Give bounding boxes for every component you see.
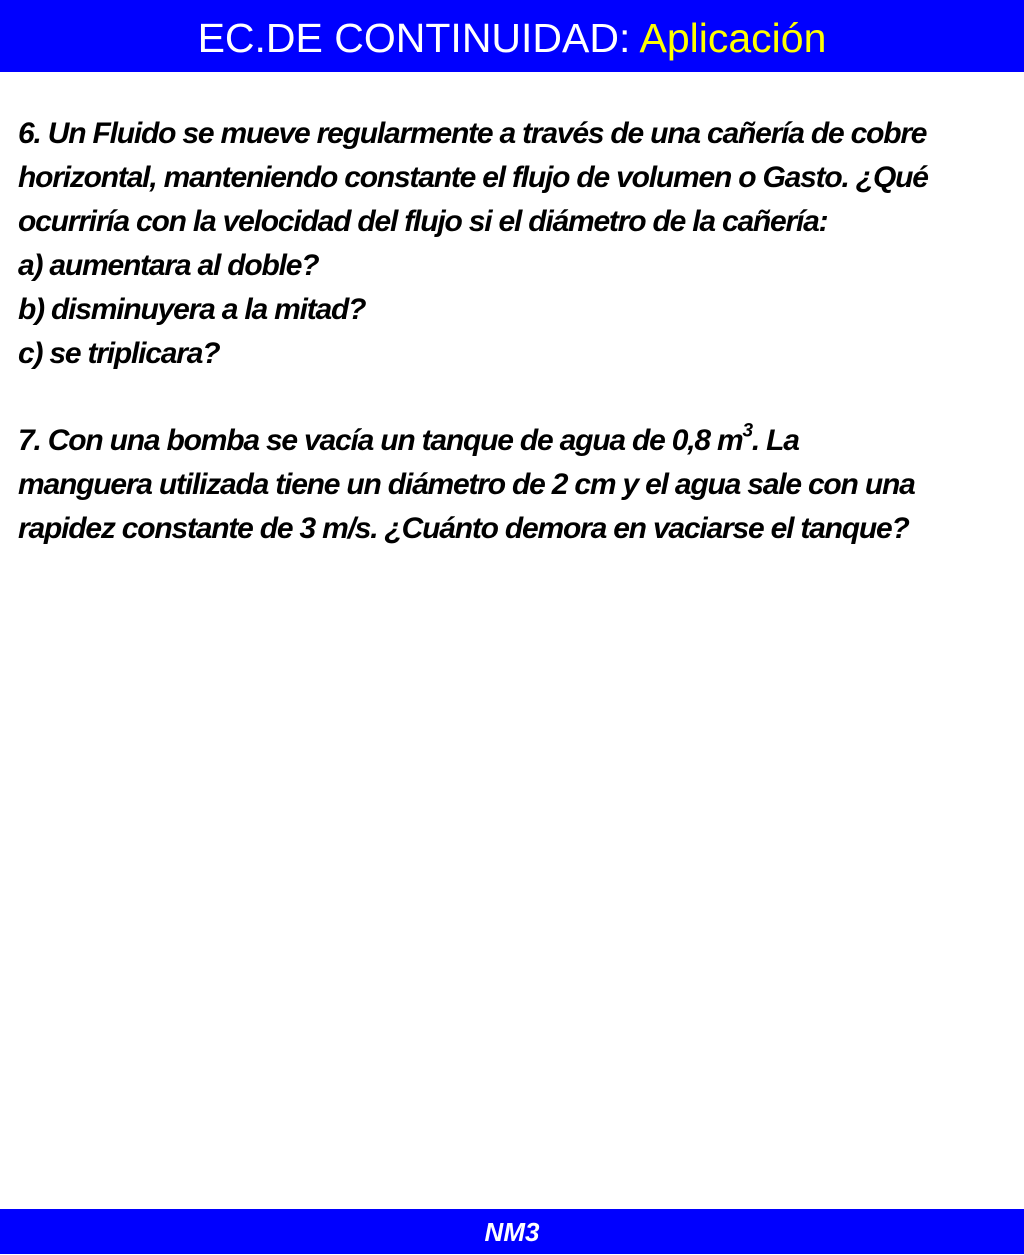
footer-label: NM3 <box>484 1217 540 1247</box>
problem-7 <box>18 419 1018 551</box>
problem-6-line-3: ocurriría con la velocidad del flujo si el diámetro de la cañería: <box>18 205 828 238</box>
problem-7-line-1 <box>18 419 1018 463</box>
cubic-exponent: 3 <box>742 420 752 442</box>
problem-6-option-c: c) se triplicara? <box>18 337 220 370</box>
problem-7-line-2: manguera utilizada tiene un diámetro de 2 cm y el agua sale con una <box>18 468 915 501</box>
footer-bar <box>0 1209 1024 1254</box>
problem-6-line-2: horizontal, manteniendo constante el flujo de volumen o Gasto. ¿Qué <box>18 161 928 194</box>
slide-content <box>18 112 1018 551</box>
slide-title-highlight: Aplicación <box>639 15 827 61</box>
paragraph-spacer <box>18 376 1018 419</box>
problem-7-line-1-suffix: . La <box>751 424 799 457</box>
problem-6-option-b: b) disminuyera a la mitad? <box>18 293 366 326</box>
problem-6-line-1: 6. Un Fluido se mueve regularmente a través de una cañería de cobre <box>18 117 927 150</box>
problem-7-line-1-text: 7. Con una bomba se vacía un tanque de agua de 0,8 m <box>18 424 743 457</box>
problem-6 <box>18 112 1018 376</box>
title-bar <box>0 0 1024 72</box>
slide-title: EC.DE CONTINUIDAD: <box>197 15 640 61</box>
problem-7-line-3: rapidez constante de 3 m/s. ¿Cuánto demora en vaciarse el tanque? <box>18 512 909 545</box>
problem-6-option-a: a) aumentara al doble? <box>18 249 319 282</box>
